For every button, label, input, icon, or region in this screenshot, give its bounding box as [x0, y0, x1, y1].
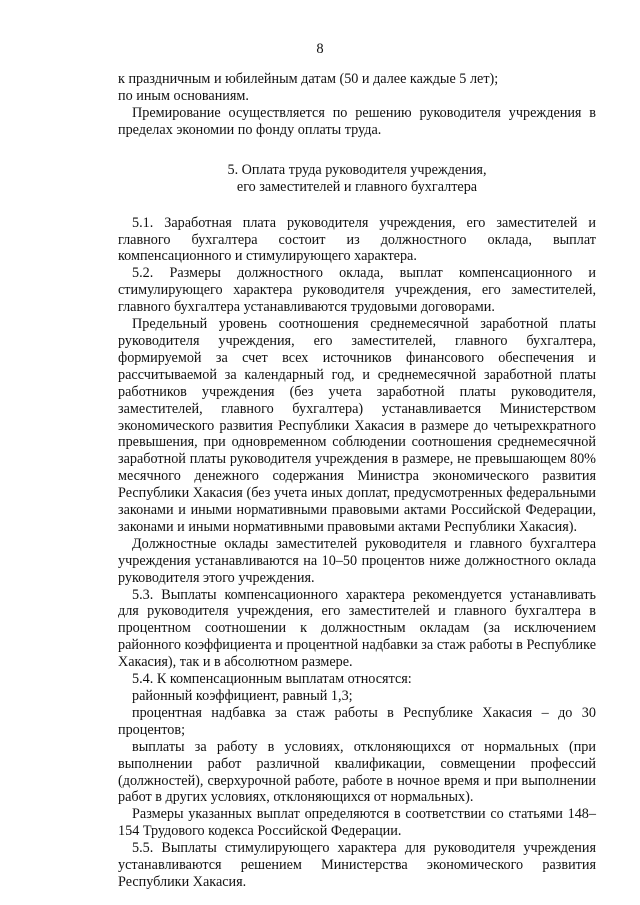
section-heading [118, 162, 596, 196]
paragraph-5-2: 5.2. Размеры должностного оклада, выплат компенсационного и стимулирующего характера руководителя учреждения, его заместителей, главного бухгалтера устанавливаются трудовыми договорами. [118, 265, 596, 316]
list-item-abnormal-conditions: выплаты за работу в условиях, отклоняющихся от нормальных (при выполнении работ различной квалификации, совмещении профессий (должностей), сверхурочной работе, работе в ночное время и при выполнении работ в других условиях, отклоняющихся от нормальных). [118, 738, 596, 806]
paragraph-5-5: 5.5. Выплаты стимулирующего характера для руководителя учреждения устанавливаются решением Министерства экономического развития Республики Хакасия. [118, 840, 596, 890]
paragraph-deputy-salaries: Должностные оклады заместителей руководителя и главного бухгалтера учреждения устанавливаются на 10–50 процентов ниже должностного оклада руководителя этого учреждения. [118, 535, 596, 586]
list-item-length-of-service-bonus: процентная надбавка за стаж работы в Республике Хакасия – до 30 процентов; [118, 704, 596, 738]
section-heading-line-1: 5. Оплата труда руководителя учреждения, [227, 161, 487, 178]
intro-line-other-grounds: по иным основаниям. [118, 87, 249, 104]
paragraph-5-3: 5.3. Выплаты компенсационного характера рекомендуется устанавливать для руководителя учреждения, его заместителей и главного бухгалтера в процентном соотношении к должностным окладам (за исключением районного коэффициента и процентной надбавки за стаж работы в Республике Хакасия), так и в абсолютном размере. [118, 586, 596, 671]
list-item-regional-coefficient: районный коэффициент, равный 1,3; [132, 688, 353, 704]
page-number: 8 [316, 41, 324, 57]
paragraph-5-1: 5.1. Заработная плата руководителя учреждения, его заместителей и главного бухгалтера состоит из должностного оклада, выплат компенсационного и стимулирующего характера. [118, 214, 596, 265]
document-body [118, 71, 596, 891]
intro-bonus-paragraph: Премирование осуществляется по решению руководителя учреждения в пределах экономии по фонду оплаты труда. [118, 104, 596, 138]
intro-line-holidays: к праздничным и юбилейным датам (50 и далее каждые 5 лет); [118, 71, 499, 87]
paragraph-salary-ratio: Предельный уровень соотношения среднемесячной заработной платы руководителя учреждения, его заместителей, главного бухгалтера, формируемой за счет всех источников финансового обеспечения и рассчитываемой за календарный год, и среднемесячной заработной платы работников учреждения (без учета заработной платы руководителя, заместителей, главного бухгалтера) устанавливается Министерством экономического развития Республики Хакасия в размере до четырехкратного превышения, при одновременном соблюдении соотношения среднемесячной заработной платы руководителя учреждения в размере, не превышающем 80% месячного денежного содержания Министра экономического развития Республики Хакасия (без учета иных доплат, предусмотренных федеральными законами и иными нормативными правовыми актами Российской Федерации, законами и иными нормативными правовыми актами Республики Хакасия). [118, 316, 596, 535]
paragraph-labor-code-reference: Размеры указанных выплат определяются в соответствии со статьями 148–154 Трудового кодекса Российской Федерации. [118, 806, 596, 840]
paragraph-5-4: 5.4. К компенсационным выплатам относятся: [132, 671, 412, 688]
section-heading-line-2: его заместителей и главного бухгалтера [236, 178, 478, 195]
